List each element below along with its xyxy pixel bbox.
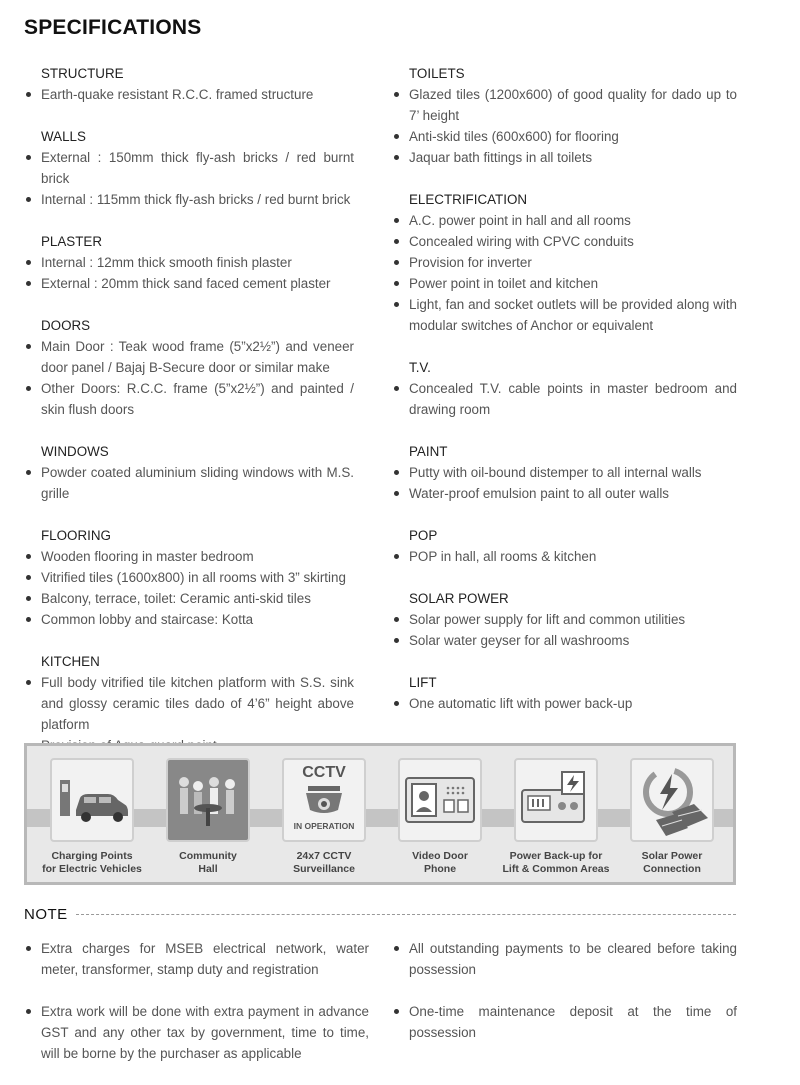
spec-section [24, 315, 354, 420]
spec-list [392, 378, 737, 420]
spec-item: Putty with oil-bound distemper to all internal walls [392, 462, 737, 483]
spec-item: Common lobby and staircase: Kotta [24, 609, 354, 630]
spec-item: One automatic lift with power back-up [392, 693, 737, 714]
note-item: One-time maintenance deposit at the time of possession [392, 1001, 737, 1043]
spec-section [392, 525, 737, 567]
spec-section [24, 525, 354, 630]
notes-right [392, 938, 737, 1064]
ev-charging-icon [52, 760, 132, 840]
amenity-ev-charging [37, 758, 147, 876]
spec-list [392, 84, 737, 168]
spec-section-heading: WINDOWS [41, 444, 109, 459]
note-heading: NOTE [24, 906, 68, 923]
spec-item: Other Doors: R.C.C. frame (5”x2½”) and painted / skin flush doors [24, 378, 354, 420]
amenity-label: 24x7 CCTV Surveillance [293, 850, 355, 875]
spec-item: Full body vitrified tile kitchen platform with S.S. sink and glossy ceramic tiles dado of 4’6” height above platform [24, 672, 354, 735]
spec-item: Solar power supply for lift and common utilities [392, 609, 737, 630]
spec-list [24, 147, 354, 210]
spec-item: Provision for inverter [392, 252, 737, 273]
spec-item: Water-proof emulsion paint to all outer walls [392, 483, 737, 504]
specs-right-column [392, 63, 737, 735]
specs-left-column [24, 63, 354, 777]
spec-item: Concealed T.V. cable points in master bedroom and drawing room [392, 378, 737, 420]
spec-section [392, 588, 737, 651]
spec-item: Solar water geyser for all washrooms [392, 630, 737, 651]
spec-item: A.C. power point in hall and all rooms [392, 210, 737, 231]
spec-section-heading: LIFT [409, 675, 437, 690]
amenity-power-backup [501, 758, 611, 876]
spec-section [24, 126, 354, 210]
spec-item: Jaquar bath fittings in all toilets [392, 147, 737, 168]
spec-list [392, 609, 737, 651]
spec-section [24, 441, 354, 504]
spec-section-heading: SOLAR POWER [409, 591, 509, 606]
note-divider [76, 914, 736, 915]
spec-item: Glazed tiles (1200x600) of good quality for dado up to 7’ height [392, 84, 737, 126]
spec-section-heading: ELECTRIFICATION [409, 192, 528, 207]
amenity-label: Charging Points for Electric Vehicles [42, 850, 142, 875]
note-item: Extra charges for MSEB electrical network, water meter, transformer, stamp duty and registration [24, 938, 369, 980]
spec-section-heading: KITCHEN [41, 654, 100, 669]
spec-list [24, 336, 354, 420]
amenities-panel [24, 743, 736, 885]
spec-item: Earth-quake resistant R.C.C. framed structure [24, 84, 354, 105]
spec-list [24, 546, 354, 630]
amenity-cctv [269, 758, 379, 876]
amenity-label: Community Hall [179, 850, 237, 875]
spec-list [24, 252, 354, 294]
spec-item: Power point in toilet and kitchen [392, 273, 737, 294]
spec-item: External : 150mm thick fly-ash bricks / red burnt brick [24, 147, 354, 189]
spec-section [24, 63, 354, 105]
spec-section-heading: TOILETS [409, 66, 465, 81]
spec-section [24, 651, 354, 756]
note-item: All outstanding payments to be cleared before taking possession [392, 938, 737, 980]
spec-section-heading: PAINT [409, 444, 448, 459]
cctv-tile-title: CCTV [302, 764, 346, 781]
amenity-solar-power [617, 758, 727, 876]
spec-section-heading: WALLS [41, 129, 86, 144]
spec-section [24, 231, 354, 294]
spec-section-heading: T.V. [409, 360, 431, 375]
notes-left [24, 938, 369, 1085]
spec-item: Internal : 115mm thick fly-ash bricks / red burnt brick [24, 189, 354, 210]
spec-item: POP in hall, all rooms & kitchen [392, 546, 737, 567]
amenity-label: Video Door Phone [412, 850, 468, 875]
note-item: Extra work will be done with extra payment in advance GST and any other tax by government, time to time, will be borne by the purchaser as applicable [24, 1001, 369, 1064]
spec-item: Concealed wiring with CPVC conduits [392, 231, 737, 252]
spec-section-heading: DOORS [41, 318, 91, 333]
spec-item: Powder coated aluminium sliding windows with M.S. grille [24, 462, 354, 504]
spec-item: Wooden flooring in master bedroom [24, 546, 354, 567]
video-door-phone-icon [400, 760, 480, 840]
spec-item: Internal : 12mm thick smooth finish plaster [24, 252, 354, 273]
spec-item: Balcony, terrace, toilet: Ceramic anti-skid tiles [24, 588, 354, 609]
amenity-label: Solar Power Connection [641, 850, 703, 875]
amenity-community-hall [153, 758, 263, 876]
solar-power-icon [632, 760, 712, 840]
spec-item: Anti-skid tiles (600x600) for flooring [392, 126, 737, 147]
community-hall-icon [168, 760, 248, 840]
cctv-tile-subtitle: IN OPERATION [293, 821, 355, 831]
spec-list [392, 462, 737, 504]
spec-item: Light, fan and socket outlets will be provided along with modular switches of Anchor or equivalent [392, 294, 737, 336]
amenity-label: Power Back-up for Lift & Common Areas [502, 850, 610, 875]
spec-list [392, 546, 737, 567]
spec-list [392, 693, 737, 714]
amenity-video-door-phone [385, 758, 495, 876]
spec-item: Main Door : Teak wood frame (5”x2½”) and veneer door panel / Bajaj B-Secure door or similar make [24, 336, 354, 378]
spec-section-heading: STRUCTURE [41, 66, 124, 81]
spec-section-heading: PLASTER [41, 234, 103, 249]
spec-section-heading: POP [409, 528, 438, 543]
spec-section [392, 357, 737, 420]
spec-section [392, 189, 737, 336]
spec-section-heading: FLOORING [41, 528, 111, 543]
spec-list [24, 84, 354, 105]
spec-section [392, 63, 737, 168]
spec-list [24, 462, 354, 504]
power-backup-icon [516, 760, 596, 840]
spec-section [392, 441, 737, 504]
spec-list [392, 210, 737, 336]
spec-section [392, 672, 737, 714]
spec-item: Vitrified tiles (1600x800) in all rooms with 3” skirting [24, 567, 354, 588]
page-title: SPECIFICATIONS [24, 16, 202, 39]
spec-item: External : 20mm thick sand faced cement plaster [24, 273, 354, 294]
